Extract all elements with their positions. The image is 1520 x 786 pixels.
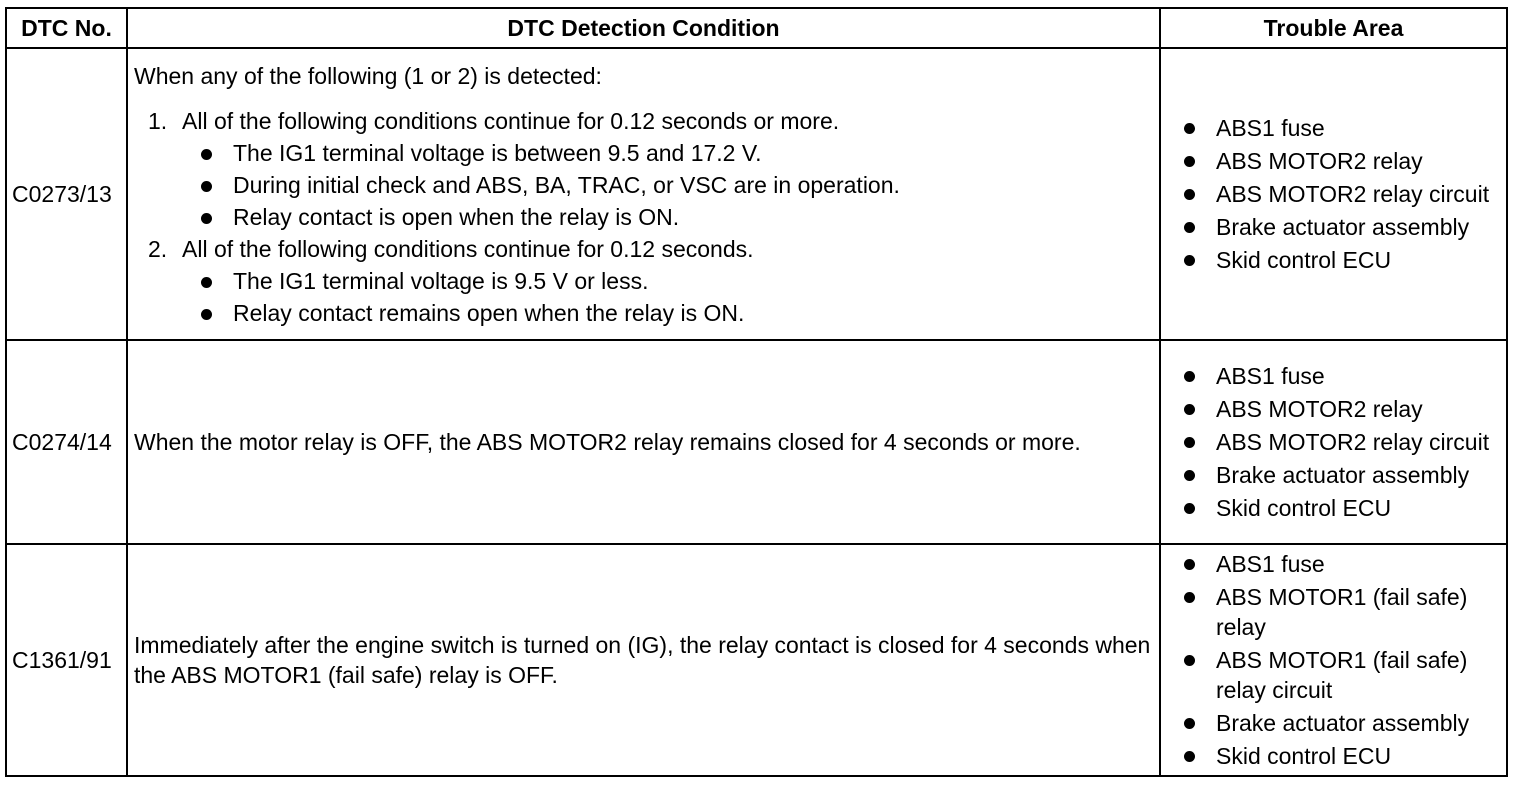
condition-intro: When any of the following (1 or 2) is detected:	[134, 62, 602, 89]
trouble-area-text: ABS MOTOR2 relay circuit	[1216, 181, 1490, 207]
bullet-icon	[1184, 718, 1195, 729]
sub-condition-text: During initial check and ABS, BA, TRAC, or VSC are in operation.	[233, 171, 900, 198]
bullet-icon	[201, 181, 212, 192]
detection-condition	[127, 340, 1160, 544]
trouble-area-text: Brake actuator assembly	[1216, 462, 1470, 488]
bullet-icon	[1184, 156, 1195, 167]
trouble-area-text: ABS MOTOR2 relay circuit	[1216, 429, 1490, 455]
trouble-area-item	[1184, 245, 1502, 275]
bullet-icon	[1184, 503, 1195, 514]
sub-condition	[182, 297, 1153, 329]
bullet-icon	[1184, 255, 1195, 266]
trouble-area	[1160, 48, 1507, 340]
trouble-area-text: ABS MOTOR2 relay	[1216, 396, 1423, 422]
step-text: All of the following conditions continue for 0.12 seconds.	[182, 235, 754, 262]
step-sub-list	[182, 137, 1153, 233]
header-row	[6, 8, 1507, 48]
trouble-area-text: Skid control ECU	[1216, 495, 1392, 521]
trouble-area-list	[1184, 113, 1502, 275]
sub-condition	[182, 169, 1153, 201]
condition-step	[134, 105, 1153, 233]
bullet-icon	[1184, 592, 1195, 603]
bullet-icon	[1184, 751, 1195, 762]
trouble-area-text: ABS1 fuse	[1216, 363, 1325, 389]
trouble-area-list	[1184, 361, 1502, 523]
trouble-area-item	[1184, 113, 1502, 143]
bullet-icon	[201, 277, 212, 288]
trouble-area	[1160, 544, 1507, 776]
trouble-area-item	[1184, 708, 1502, 738]
step-sub-list	[182, 265, 1153, 329]
trouble-area-item	[1184, 493, 1502, 523]
trouble-area-text: ABS MOTOR1 (fail safe) relay	[1216, 584, 1468, 640]
trouble-area-list	[1184, 549, 1502, 771]
dtc-code: C0273/13	[6, 48, 127, 340]
trouble-area-text: Brake actuator assembly	[1216, 214, 1470, 240]
trouble-area-item	[1184, 460, 1502, 490]
bullet-icon	[1184, 222, 1195, 233]
trouble-area-text: ABS MOTOR1 (fail safe) relay circuit	[1216, 647, 1468, 703]
trouble-area-text: Skid control ECU	[1216, 247, 1392, 273]
table-row	[6, 48, 1507, 340]
bullet-icon	[201, 309, 212, 320]
sub-condition-text: Relay contact remains open when the relay is ON.	[233, 299, 745, 326]
header-dtc-no: DTC No.	[6, 8, 127, 48]
table-row	[6, 340, 1507, 544]
sub-condition-text: Relay contact is open when the relay is ON.	[233, 203, 680, 230]
trouble-area-item	[1184, 146, 1502, 176]
trouble-area-item	[1184, 582, 1502, 642]
bullet-icon	[201, 149, 212, 160]
trouble-area-item	[1184, 179, 1502, 209]
trouble-area	[1160, 340, 1507, 544]
condition-step	[134, 233, 1153, 329]
bullet-icon	[1184, 655, 1195, 666]
sub-condition	[182, 201, 1153, 233]
dtc-table	[5, 7, 1508, 777]
bullet-icon	[1184, 404, 1195, 415]
trouble-area-item	[1184, 741, 1502, 771]
trouble-area-item	[1184, 394, 1502, 424]
step-number: 1.	[148, 107, 168, 134]
trouble-area-item	[1184, 212, 1502, 242]
sub-condition-text: The IG1 terminal voltage is between 9.5 and 17.2 V.	[233, 139, 762, 166]
trouble-area-item	[1184, 361, 1502, 391]
trouble-area-item	[1184, 645, 1502, 705]
condition-text: Immediately after the engine switch is turned on (IG), the relay contact is closed for 4 seconds when the ABS MOTOR1 (fail safe) relay is OFF.	[134, 632, 1151, 688]
detection-condition	[127, 544, 1160, 776]
detection-condition	[127, 48, 1160, 340]
header-detection-condition: DTC Detection Condition	[127, 8, 1160, 48]
trouble-area-item	[1184, 427, 1502, 457]
step-text: All of the following conditions continue for 0.12 seconds or more.	[182, 107, 840, 134]
bullet-icon	[1184, 123, 1195, 134]
bullet-icon	[1184, 371, 1195, 382]
dtc-code: C1361/91	[6, 544, 127, 776]
trouble-area-text: Skid control ECU	[1216, 743, 1392, 769]
sub-condition	[182, 137, 1153, 169]
bullet-icon	[1184, 437, 1195, 448]
trouble-area-item	[1184, 549, 1502, 579]
bullet-icon	[1184, 470, 1195, 481]
header-trouble-area: Trouble Area	[1160, 8, 1507, 48]
trouble-area-text: ABS1 fuse	[1216, 115, 1325, 141]
bullet-icon	[201, 213, 212, 224]
condition-steps	[134, 105, 1153, 329]
bullet-icon	[1184, 189, 1195, 200]
sub-condition-text: The IG1 terminal voltage is 9.5 V or less.	[233, 267, 649, 294]
condition-text: When the motor relay is OFF, the ABS MOTOR2 relay remains closed for 4 seconds or more.	[134, 429, 1081, 455]
trouble-area-text: Brake actuator assembly	[1216, 710, 1470, 736]
step-number: 2.	[148, 235, 168, 262]
table-row	[6, 544, 1507, 776]
trouble-area-text: ABS1 fuse	[1216, 551, 1325, 577]
dtc-code: C0274/14	[6, 340, 127, 544]
trouble-area-text: ABS MOTOR2 relay	[1216, 148, 1423, 174]
bullet-icon	[1184, 559, 1195, 570]
sub-condition	[182, 265, 1153, 297]
